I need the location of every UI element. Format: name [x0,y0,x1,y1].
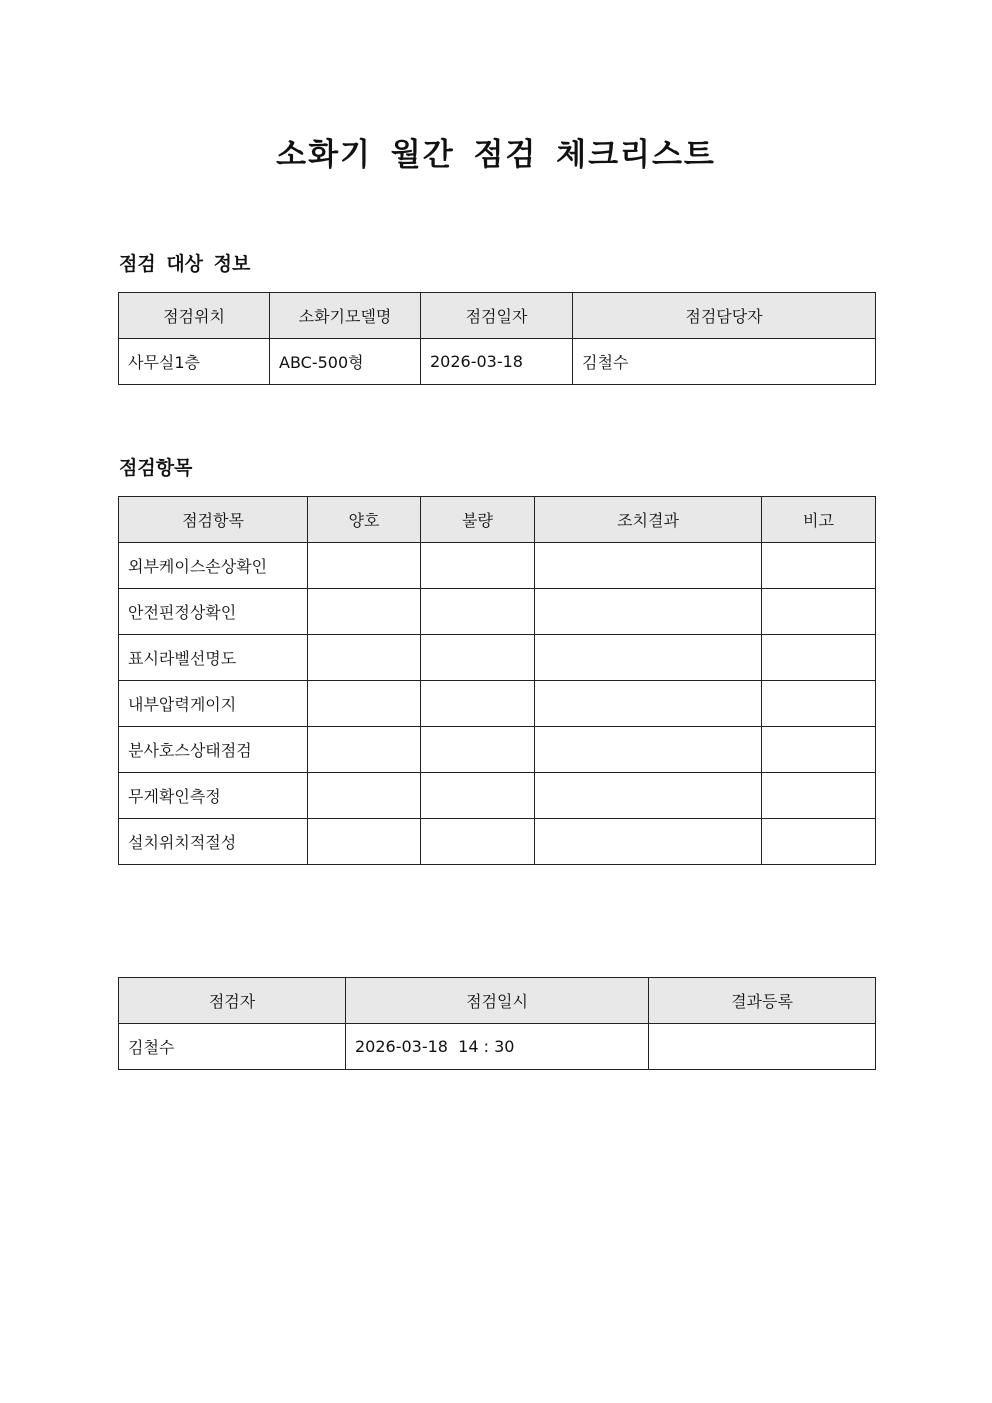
item-label: 내부압력게이지 [119,681,308,727]
header-model: 소화기모델명 [270,293,421,339]
header-manager: 점검담당자 [573,293,876,339]
bad-cell[interactable] [421,589,535,635]
header-inspector: 점검자 [119,978,346,1024]
good-cell[interactable] [308,773,421,819]
action-result-cell[interactable] [535,727,762,773]
action-result-cell[interactable] [535,773,762,819]
table-row [119,773,876,819]
action-result-cell[interactable] [535,543,762,589]
cell-inspection-datetime[interactable]: 2026-03-18 14 : 30 [346,1024,649,1070]
signoff-table [118,977,876,1070]
good-cell[interactable] [308,589,421,635]
header-item: 점검항목 [119,497,308,543]
page-title: 소화기 월간 점검 체크리스트 [276,137,716,173]
action-result-cell[interactable] [535,681,762,727]
inspection-items-table [118,496,876,865]
table-row [119,819,876,865]
item-label: 설치위치적절성 [119,819,308,865]
table-row [119,589,876,635]
cell-model[interactable]: ABC-500형 [270,339,421,385]
header-action-result: 조치결과 [535,497,762,543]
header-remarks: 비고 [762,497,876,543]
table-row [119,1024,876,1070]
remarks-cell[interactable] [762,819,876,865]
header-location: 점검위치 [119,293,270,339]
table-header-row [119,978,876,1024]
remarks-cell[interactable] [762,635,876,681]
header-bad: 불량 [421,497,535,543]
bad-cell[interactable] [421,727,535,773]
header-date: 점검일자 [421,293,573,339]
item-label: 무게확인측정 [119,773,308,819]
cell-date[interactable]: 2026-03-18 [421,339,573,385]
item-label: 분사호스상태점검 [119,727,308,773]
cell-manager[interactable]: 김철수 [573,339,876,385]
remarks-cell[interactable] [762,589,876,635]
bad-cell[interactable] [421,773,535,819]
table-header-row [119,497,876,543]
remarks-cell[interactable] [762,727,876,773]
header-good: 양호 [308,497,421,543]
item-label: 외부케이스손상확인 [119,543,308,589]
cell-inspector[interactable]: 김철수 [119,1024,346,1070]
action-result-cell[interactable] [535,635,762,681]
bad-cell[interactable] [421,819,535,865]
bad-cell[interactable] [421,635,535,681]
table-row [119,635,876,681]
cell-result-registration[interactable] [649,1024,876,1070]
section-title-inspection-items: 점검항목 [119,457,193,479]
table-row [119,339,876,385]
header-inspection-datetime: 점검일시 [346,978,649,1024]
remarks-cell[interactable] [762,543,876,589]
section-title-target-info: 점검 대상 정보 [119,253,251,275]
cell-location[interactable]: 사무실1층 [119,339,270,385]
header-result-registration: 결과등록 [649,978,876,1024]
good-cell[interactable] [308,681,421,727]
item-label: 안전핀정상확인 [119,589,308,635]
action-result-cell[interactable] [535,819,762,865]
table-row [119,727,876,773]
good-cell[interactable] [308,727,421,773]
target-info-table [118,292,876,385]
table-header-row [119,293,876,339]
action-result-cell[interactable] [535,589,762,635]
item-label: 표시라벨선명도 [119,635,308,681]
good-cell[interactable] [308,543,421,589]
good-cell[interactable] [308,635,421,681]
good-cell[interactable] [308,819,421,865]
remarks-cell[interactable] [762,773,876,819]
bad-cell[interactable] [421,543,535,589]
remarks-cell[interactable] [762,681,876,727]
table-row [119,543,876,589]
table-row [119,681,876,727]
bad-cell[interactable] [421,681,535,727]
